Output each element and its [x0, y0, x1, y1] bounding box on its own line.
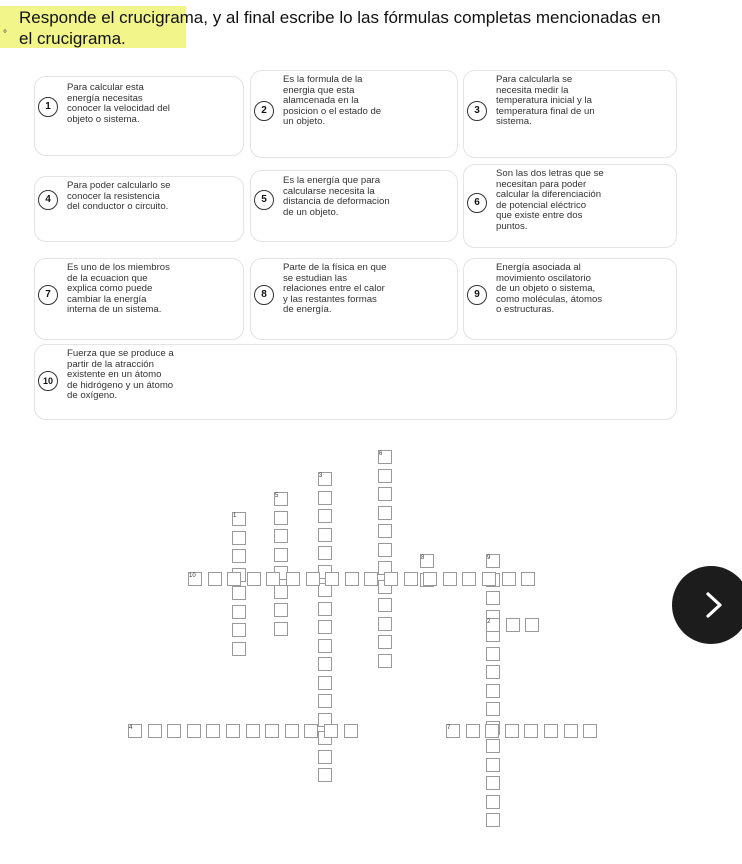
word-10-cell[interactable] [306, 572, 320, 586]
word-1-cell[interactable] [232, 586, 246, 600]
word-3-cell[interactable] [318, 491, 332, 505]
word-10-cell[interactable] [227, 572, 241, 586]
clue-text: Para poder calcularlo se conocer la resistencia del conductor o circuito. [67, 180, 171, 213]
grid-number: 7 [447, 725, 451, 731]
clue-text: Es la energía que para calcularse necesita la distancia de deformacion de un objeto. [283, 175, 390, 218]
word-10-cell[interactable] [502, 572, 516, 586]
word-9-cell[interactable] [486, 591, 500, 605]
clue-text: Energía asociada al movimiento oscilatorio de un objeto o sistema, como moléculas, átomos o estructuras. [496, 262, 603, 316]
word-5-cell[interactable] [274, 603, 288, 617]
word-10-cell[interactable] [345, 572, 359, 586]
word-3-cell[interactable] [318, 639, 332, 653]
clue-card-5 [250, 170, 458, 242]
clue-number: 2 [254, 101, 274, 121]
word-7-cell[interactable] [544, 724, 558, 738]
word-3-cell[interactable] [318, 528, 332, 542]
grid-number: 1 [233, 513, 237, 519]
word-6-cell[interactable] [378, 506, 392, 520]
word-10-cell[interactable] [521, 572, 535, 586]
clue-text: Parte de la física en que se estudian las relaciones entre el calor y las restantes formas de energía. [283, 262, 387, 316]
word-10-cell[interactable] [404, 572, 418, 586]
word-10-cell[interactable] [364, 572, 378, 586]
clue-card-10 [34, 344, 677, 420]
clue-card-1 [34, 76, 244, 156]
word-9-cell[interactable] [486, 647, 500, 661]
grid-number: 10 [189, 573, 196, 579]
word-1-cell[interactable] [232, 642, 246, 656]
word-10-cell[interactable] [443, 572, 457, 586]
word-3-cell[interactable] [318, 546, 332, 560]
word-9-cell[interactable] [486, 684, 500, 698]
word-10-cell[interactable] [423, 572, 437, 586]
clue-card-6 [463, 164, 677, 248]
grid-number: 4 [129, 725, 133, 731]
word-10-cell[interactable] [462, 572, 476, 586]
clue-number: 6 [467, 193, 487, 213]
word-6-cell[interactable] [378, 524, 392, 538]
clue-number: 4 [38, 190, 58, 210]
word-9-cell[interactable] [486, 739, 500, 753]
word-5-cell[interactable] [274, 529, 288, 543]
word-7-cell[interactable] [466, 724, 480, 738]
chevron-right-icon [704, 591, 726, 619]
word-10-cell[interactable] [384, 572, 398, 586]
instructions-line-1: Responde el crucigrama, y al final escribe lo las fórmulas completas mencionadas en [19, 8, 661, 27]
word-5-cell[interactable] [274, 511, 288, 525]
word-3-cell[interactable] [318, 620, 332, 634]
grid-number: 8 [421, 555, 425, 561]
word-4-cell[interactable] [226, 724, 240, 738]
clue-number: 7 [38, 285, 58, 305]
word-6-cell[interactable] [378, 635, 392, 649]
word-5-cell[interactable] [274, 548, 288, 562]
word-3-cell[interactable] [318, 750, 332, 764]
word-3-cell[interactable] [318, 694, 332, 708]
clue-card-8 [250, 258, 458, 340]
word-7-cell[interactable] [505, 724, 519, 738]
word-10-cell[interactable] [266, 572, 280, 586]
word-1-cell[interactable] [232, 549, 246, 563]
word-4-cell[interactable] [206, 724, 220, 738]
clue-card-7 [34, 258, 244, 340]
clue-number: 8 [254, 285, 274, 305]
clue-number: 10 [38, 371, 58, 391]
word-6-cell[interactable] [378, 469, 392, 483]
word-3-cell[interactable] [318, 509, 332, 523]
next-button[interactable] [672, 566, 742, 644]
word-4-cell[interactable] [285, 724, 299, 738]
clue-card-3 [463, 70, 677, 158]
word-9-cell[interactable] [486, 702, 500, 716]
word-6-cell[interactable] [378, 487, 392, 501]
word-1-cell[interactable] [232, 531, 246, 545]
word-10-cell[interactable] [208, 572, 222, 586]
word-7-cell[interactable] [564, 724, 578, 738]
word-5-cell[interactable] [274, 622, 288, 636]
word-9-cell[interactable] [486, 813, 500, 827]
word-7-cell[interactable] [583, 724, 597, 738]
word-10-cell[interactable] [482, 572, 496, 586]
word-9-cell[interactable] [486, 758, 500, 772]
word-6-cell[interactable] [378, 617, 392, 631]
instructions-header [0, 0, 742, 48]
word-4-cell[interactable] [265, 724, 279, 738]
clue-number: 3 [467, 101, 487, 121]
word-2-cell[interactable] [506, 618, 520, 632]
grid-number: 6 [379, 451, 383, 457]
clue-number: 9 [467, 285, 487, 305]
instructions-line-2: el crucigrama. [19, 29, 126, 48]
word-9-cell[interactable] [486, 776, 500, 790]
word-2-cell[interactable] [525, 618, 539, 632]
word-9-cell[interactable] [486, 665, 500, 679]
clue-text: Es la formula de la energia que esta alamcenada en la posicion o el estado de un objeto. [283, 74, 382, 128]
word-4-cell[interactable] [246, 724, 260, 738]
word-7-cell[interactable] [524, 724, 538, 738]
clue-text: Es uno de los miembros de la ecuacion que explica como puede cambiar la energía interna de un sistema. [67, 262, 170, 316]
word-1-cell[interactable] [232, 605, 246, 619]
bullet-mark: ° [3, 29, 7, 40]
word-4-cell[interactable] [324, 724, 338, 738]
word-6-cell[interactable] [378, 598, 392, 612]
clue-card-4 [34, 176, 244, 242]
word-10-cell[interactable] [325, 572, 339, 586]
grid-number: 9 [487, 555, 491, 561]
word-3-cell[interactable] [318, 676, 332, 690]
clue-text: Para calcularla se necesita medir la temperatura inicial y la temperatura final de un sistema. [496, 74, 595, 128]
word-4-cell[interactable] [167, 724, 181, 738]
instructions-text [19, 7, 739, 49]
word-4-cell[interactable] [344, 724, 358, 738]
clue-text: Son las dos letras que se necesitan para poder calcular la diferenciación de potencial eléctrico que existe entre dos puntos. [496, 168, 604, 232]
word-6-cell[interactable] [378, 654, 392, 668]
word-6-cell[interactable] [378, 543, 392, 557]
word-10-cell[interactable] [247, 572, 261, 586]
clue-card-2 [250, 70, 458, 158]
word-7-cell[interactable] [485, 724, 499, 738]
clue-number: 5 [254, 190, 274, 210]
clue-text: Para calcular esta energía necesitas conocer la velocidad del objeto o sistema. [67, 82, 170, 125]
word-3-cell[interactable] [318, 768, 332, 782]
clue-card-9 [463, 258, 677, 340]
word-3-cell[interactable] [318, 602, 332, 616]
word-1-cell[interactable] [232, 623, 246, 637]
grid-number: 3 [319, 473, 323, 479]
grid-number: 2 [487, 619, 491, 625]
word-10-cell[interactable] [286, 572, 300, 586]
clue-text: Fuerza que se produce a partir de la atracción existente en un átomo de hidrógeno y un átomo de oxígeno. [67, 348, 174, 402]
clue-number: 1 [38, 97, 58, 117]
word-4-cell[interactable] [187, 724, 201, 738]
word-5-cell[interactable] [274, 585, 288, 599]
word-9-cell[interactable] [486, 795, 500, 809]
grid-number: 5 [275, 493, 279, 499]
word-4-cell[interactable] [304, 724, 318, 738]
word-4-cell[interactable] [148, 724, 162, 738]
word-3-cell[interactable] [318, 657, 332, 671]
